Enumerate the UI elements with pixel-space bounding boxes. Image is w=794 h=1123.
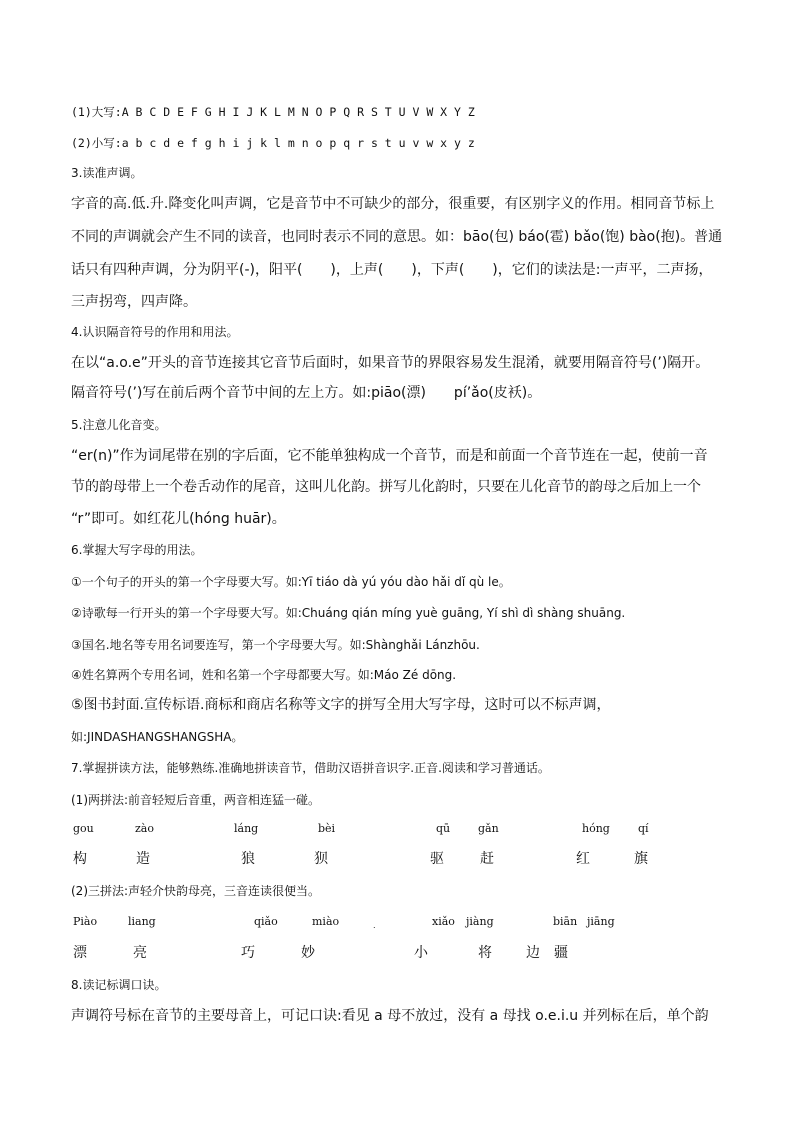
pinyin: gǎn: [478, 822, 499, 835]
uppercase-alphabet: (1)大写:A B C D E F G H I J K L M N O P Q R S T U V W X Y Z: [71, 105, 475, 119]
pinyin: Piào: [73, 915, 98, 928]
pinyin: hóng: [582, 822, 610, 835]
heading-tone-rhyme: 8.读记标调口诀。: [71, 978, 167, 992]
paragraph-separator-1: 在以“a.o.e”开头的音节连接其它音节后面时，如果音节的界限容易发生混淆，就要用隔音符号(’)隔开。: [71, 355, 710, 371]
heading-separator: 4.认识隔音符号的作用和用法。: [71, 325, 239, 339]
hanzi: 疆: [554, 945, 568, 961]
capital-rule-1: ①一个句子的开头的第一个字母要大写。如:Yī tiáo dà yú yóu dào hǎi dǐ qù le。: [71, 575, 511, 589]
hanzi: 小: [414, 945, 428, 961]
two-part-method: (1)两拼法:前音轻短后音重，两音相连猛一碰。: [71, 793, 321, 807]
hanzi: 旗: [634, 851, 648, 867]
paragraph-tones-1: 字音的高.低.升.降变化叫声调，它是音节中不可缺少的部分，很重要，有区别字义的作用。相同音节标上: [71, 196, 715, 212]
hanzi: 将: [478, 945, 492, 961]
heading-tones: 3.读准声调。: [71, 166, 143, 180]
pinyin: zào: [135, 822, 154, 835]
pinyin: bèi: [318, 822, 336, 835]
lowercase-alphabet: (2)小写:a b c d e f g h i j k l m n o p q r s t u v w x y z: [71, 136, 475, 150]
paragraph-tones-4: 三声拐弯，四声降。: [71, 294, 197, 310]
hanzi: 狼: [241, 851, 255, 867]
stray-dot: .: [373, 921, 376, 930]
hanzi: 狈: [314, 851, 328, 867]
pinyin: qí: [638, 822, 649, 835]
paragraph-tones-2: 不同的声调就会产生不同的读音，也同时表示不同的意思。如：bāo(包) báo(雹) bǎo(饱) bào(抱)。普通: [71, 229, 723, 245]
pinyin: láng: [234, 822, 259, 835]
three-part-method: (2)三拼法:声轻介快韵母亮，三音连读很便当。: [71, 884, 321, 898]
pinyin: jiàng: [466, 915, 494, 928]
heading-spelling: 7.掌握拼读方法，能够熟练.准确地拼读音节，借助汉语拼音识字.正音.阅读和学习普通话。: [71, 761, 550, 775]
capital-rule-2: ②诗歌每一行开头的第一个字母要大写。如:Chuáng qián míng yuè guāng, Yí shì dì shàng shuāng.: [71, 606, 626, 620]
pinyin: qū: [436, 822, 451, 835]
hanzi: 驱: [430, 851, 444, 867]
capital-rule-3: ③国名.地名等专用名词要连写，第一个字母要大写。如:Shànghǎi Lánzhōu.: [71, 638, 480, 652]
hanzi: 巧: [241, 945, 255, 961]
heading-capitals: 6.掌握大写字母的用法。: [71, 543, 203, 557]
capital-rule-4: ④姓名算两个专用名词，姓和名第一个字母都要大写。如:Máo Zé dōng.: [71, 668, 457, 682]
pinyin: qiǎo: [254, 915, 278, 928]
paragraph-erhua-2: 节的韵母带上一个卷舌动作的尾音，这叫儿化韵。拼写儿化韵时，只要在儿化音节的韵母之后加上一个: [71, 479, 701, 495]
hanzi: 红: [576, 851, 590, 867]
pinyin: xiǎo: [432, 915, 455, 928]
paragraph-separator-2: 隔音符号(’)写在前后两个音节中间的左上方。如:piāo(漂) pí’ǎo(皮袄)。: [71, 385, 542, 401]
hanzi: 构: [73, 851, 87, 867]
hanzi: 亮: [133, 945, 147, 961]
hanzi: 赶: [480, 851, 494, 867]
hanzi: 妙: [301, 945, 315, 961]
pinyin: gou: [73, 822, 94, 835]
pinyin: liang: [128, 915, 156, 928]
capital-rule-example: 如:JINDASHANGSHANGSHA。: [71, 730, 244, 744]
heading-erhua: 5.注意儿化音变。: [71, 418, 167, 432]
pinyin: biān: [553, 915, 578, 928]
paragraph-tone-rhyme: 声调符号标在音节的主要母音上，可记口诀:看见 a 母不放过，没有 a 母找 o.e.i.u 并列标在后，单个韵: [71, 1008, 709, 1024]
paragraph-tones-3: 话只有四种声调，分为阴平(-)，阳平( )，上声( )，下声( )，它们的读法是:一声平，二声扬，: [71, 262, 713, 278]
hanzi: 造: [136, 851, 150, 867]
hanzi: 边: [526, 945, 540, 961]
hanzi: 漂: [73, 945, 87, 961]
pinyin: jiāng: [587, 915, 615, 928]
pinyin: miào: [312, 915, 340, 928]
paragraph-erhua-1: “er(n)”作为词尾带在别的字后面，它不能单独构成一个音节，而是和前面一个音节连在一起，使前一音: [71, 448, 708, 464]
paragraph-erhua-3: “r”即可。如红花儿(hóng huār)。: [71, 511, 286, 527]
capital-rule-5: ⑤图书封面.宣传标语.商标和商店名称等文字的拼写全用大写字母，这时可以不标声调，: [71, 697, 611, 713]
